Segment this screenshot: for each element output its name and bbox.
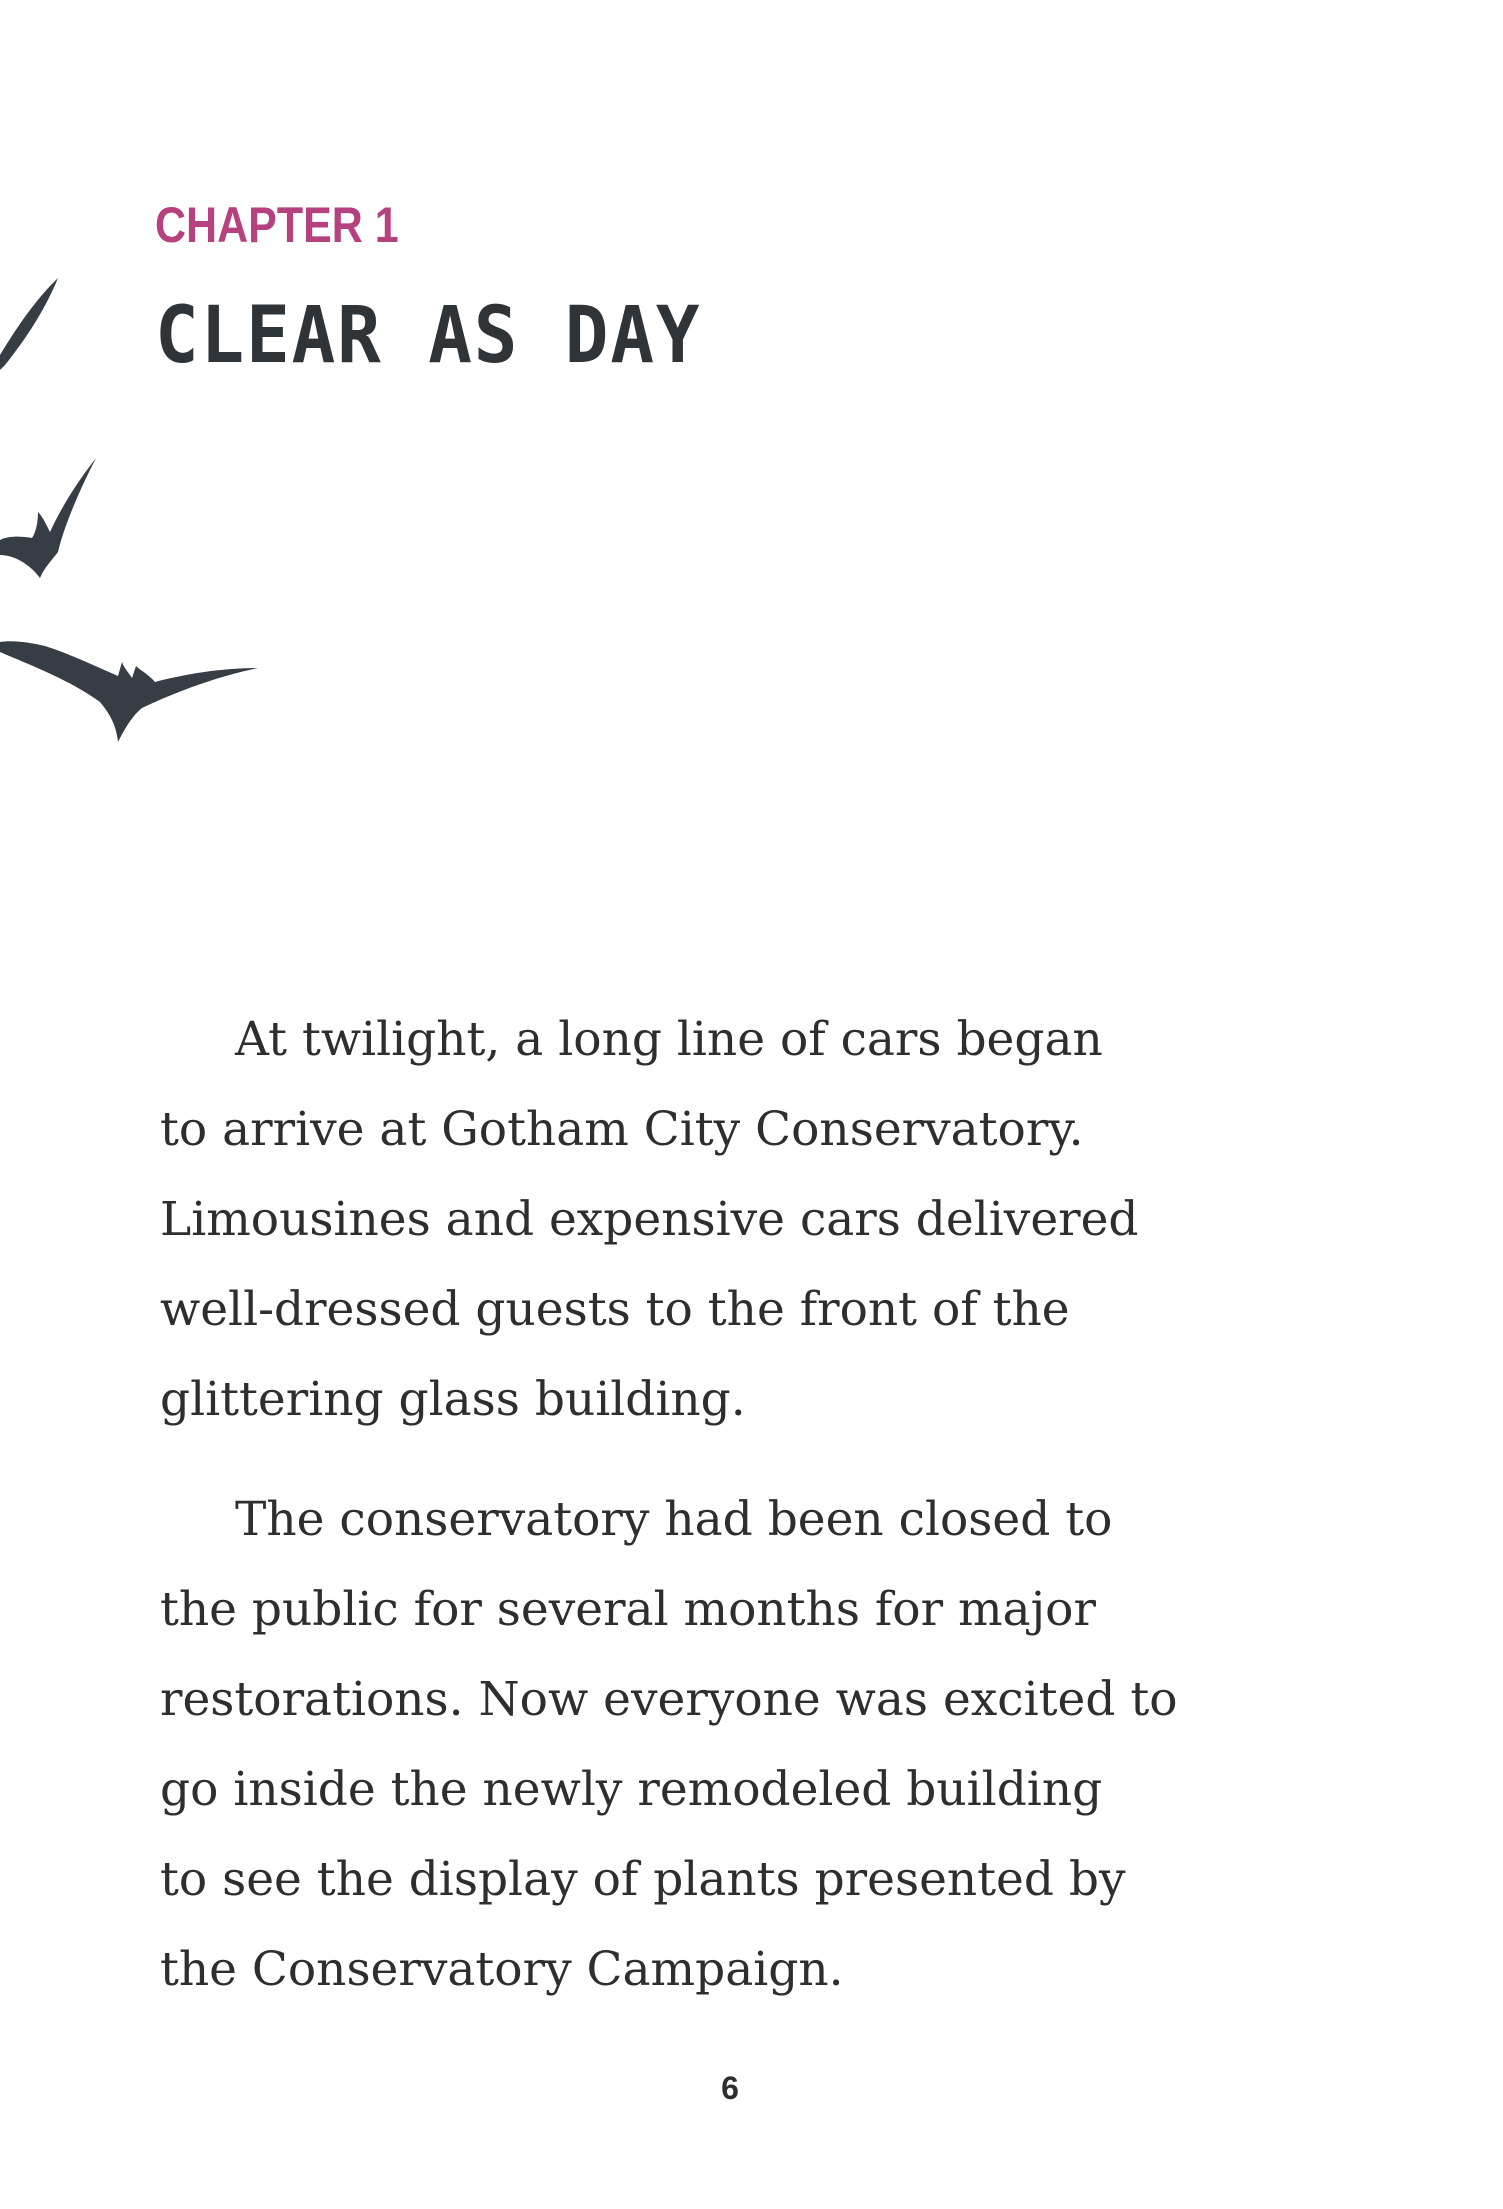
paragraph-1: At twilight, a long line of cars began to arrive at Gotham City Conservatory. Limousines and expensive cars delivered well-dressed guests to the front of the glittering glass building. — [160, 1012, 1139, 1427]
bat-top-icon — [0, 278, 58, 370]
body-text — [160, 995, 1250, 2015]
page-number: 6 — [721, 2070, 739, 2106]
chapter-title: CLEAR AS DAY — [155, 291, 702, 381]
bat-bottom-icon — [0, 641, 258, 742]
chapter-label: CHAPTER 1 — [155, 197, 399, 253]
paragraph-2: The conservatory had been closed to the public for several months for major restorations. Now everyone was excited to go inside the newly remodeled building to see the display of plants presented by the Conservatory Campaign. — [160, 1492, 1178, 1997]
bat-middle-icon — [0, 458, 96, 578]
